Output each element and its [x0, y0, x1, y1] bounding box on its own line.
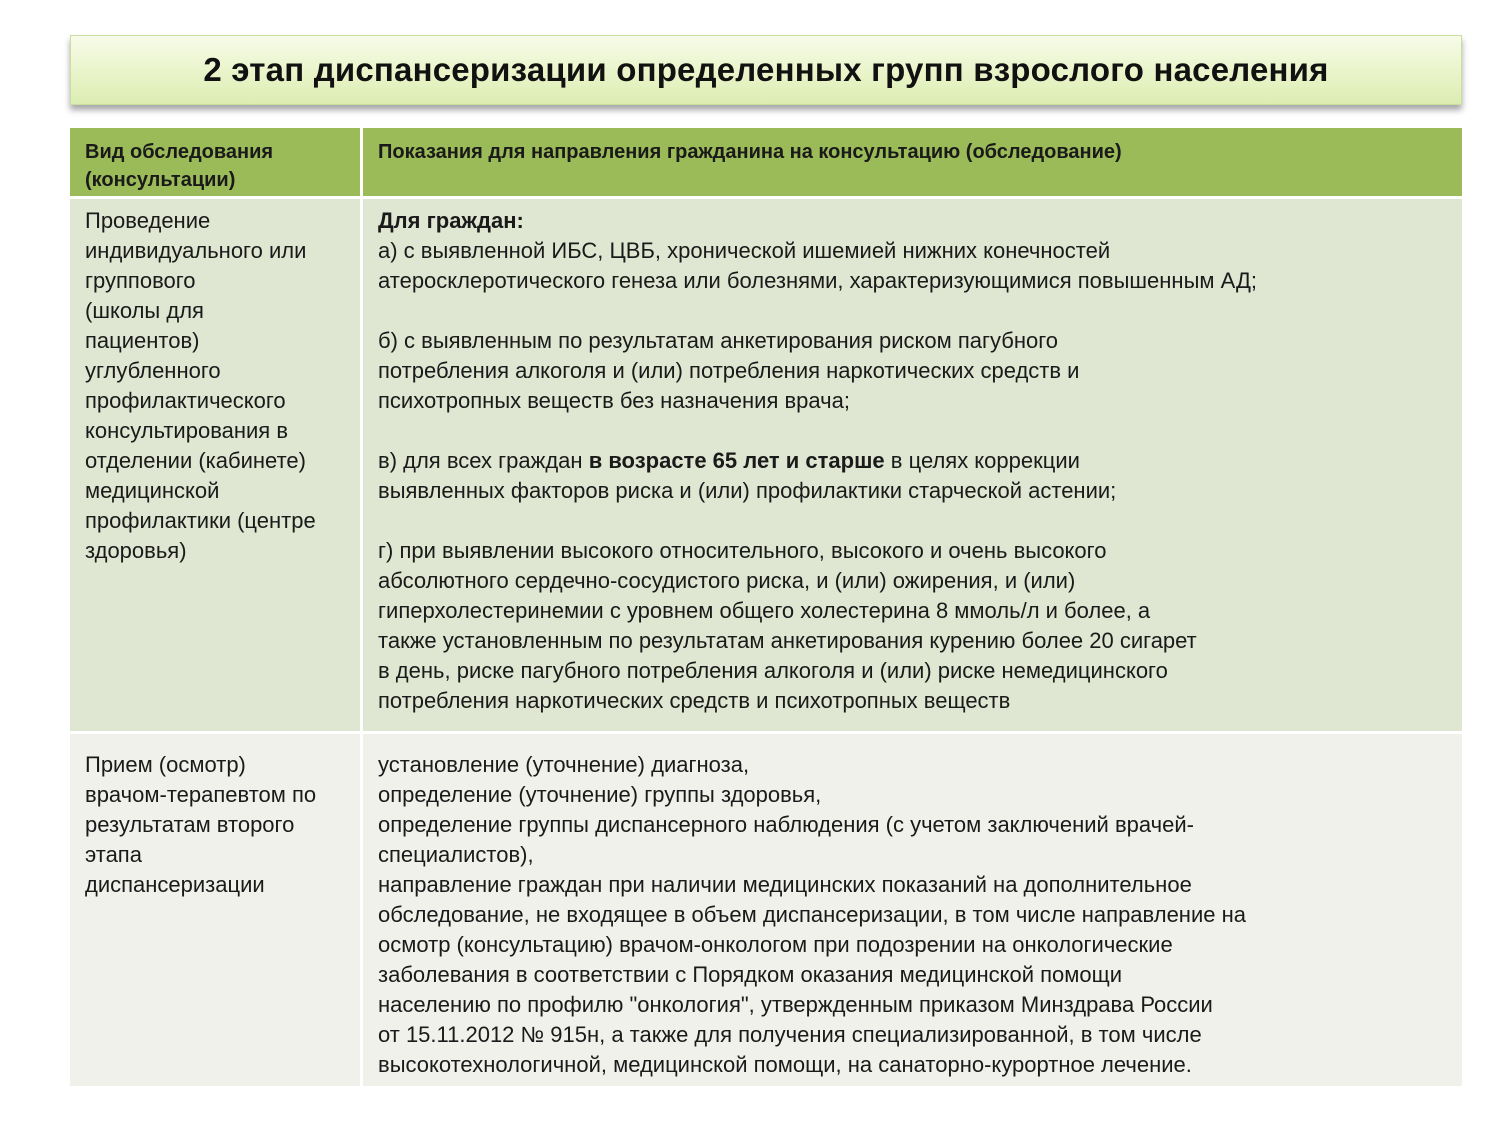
row2-exam-type [70, 734, 360, 1086]
header-exam-type [70, 128, 360, 196]
cell-line: индивидуального или [85, 238, 307, 263]
cell-line: профилактики (центре [85, 508, 316, 533]
row2-indications [363, 734, 1462, 1086]
item-b-line: потребления алкоголя и (или) потребления наркотических средств и [378, 358, 1080, 383]
item-v-bold: в возрасте 65 лет и старше [588, 448, 885, 473]
header-col2-text: Показания для направления гражданина на консультацию (обследование) [378, 141, 1122, 163]
item-g-line: в день, риске пагубного потребления алкоголя и (или) риске немедицинского [378, 658, 1168, 683]
row1-indications [363, 199, 1462, 731]
cell-line: пациентов) [85, 328, 200, 353]
cell-line: Прием (осмотр) [85, 752, 246, 777]
cell-line: высокотехнологичной, медицинской помощи, на санаторно-курортное лечение. [378, 1052, 1192, 1077]
header-col1-line: Вид обследования [85, 141, 274, 163]
item-v-line: выявленных факторов риска и (или) профилактики старческой астении; [378, 478, 1117, 503]
cell-line: осмотр (консультацию) врачом-онкологом при подозрении на онкологические [378, 932, 1173, 957]
citizens-heading-text: Для граждан: [378, 208, 524, 233]
cell-line: заболевания в соответствии с Порядком оказания медицинской помощи [378, 962, 1123, 987]
cell-line: профилактического [85, 388, 286, 413]
cell-line: группового [85, 268, 196, 293]
cell-line: обследование, не входящее в объем диспансеризации, в том числе направление на [378, 902, 1246, 927]
item-g-line: также установленным по результатам анкетирования курению более 20 сигарет [378, 628, 1197, 653]
table-row [70, 199, 1462, 731]
cell-line: специалистов), [378, 842, 534, 867]
item-g-line: абсолютного сердечно-сосудистого риска, и (или) ожирения, и (или) [378, 568, 1076, 593]
table-header-row [70, 128, 1462, 196]
item-a-line: атеросклеротического генеза или болезнями, характеризующимися повышенным АД; [378, 268, 1258, 293]
item-v-line [378, 446, 1456, 476]
cell-line: консультирования в [85, 418, 289, 443]
cell-line: отделении (кабинете) [85, 448, 306, 473]
cell-line: направление граждан при наличии медицинских показаний на дополнительное [378, 872, 1192, 897]
item-v-post: в целях коррекции [884, 448, 1080, 473]
title-banner [70, 35, 1462, 105]
header-col1-line: (консультации) [85, 169, 236, 191]
item-g-line: г) при выявлении высокого относительного, высокого и очень высокого [378, 538, 1107, 563]
item-a-line: а) с выявленной ИБС, ЦВБ, хронической ишемией нижних конечностей [378, 238, 1111, 263]
citizens-heading [378, 206, 1456, 236]
indications-table [70, 128, 1462, 1086]
cell-line: определение группы диспансерного наблюдения (с учетом заключений врачей- [378, 812, 1194, 837]
cell-line: установление (уточнение) диагноза, [378, 752, 750, 777]
page-title: 2 этап диспансеризации определенных групп взрослого населения [203, 51, 1329, 88]
cell-line: здоровья) [85, 538, 187, 563]
cell-line: врачом-терапевтом по [85, 782, 317, 807]
row1-exam-type [70, 199, 360, 731]
item-b-line: психотропных веществ без назначения врача; [378, 388, 850, 413]
cell-line: от 15.11.2012 № 915н, а также для получения специализированной, в том числе [378, 1022, 1202, 1047]
cell-line: медицинской [85, 478, 220, 503]
item-g-line: гиперхолестеринемии с уровнем общего холестерина 8 ммоль/л и более, а [378, 598, 1151, 623]
cell-line: углубленного [85, 358, 221, 383]
table-row [70, 734, 1462, 1086]
cell-line: Проведение [85, 208, 211, 233]
cell-line: (школы для [85, 298, 204, 323]
cell-line: определение (уточнение) группы здоровья, [378, 782, 822, 807]
item-b-line: б) с выявленным по результатам анкетирования риском пагубного [378, 328, 1059, 353]
item-g-line: потребления наркотических средств и психотропных веществ [378, 688, 1011, 713]
cell-line: диспансеризации [85, 872, 265, 897]
header-indications [363, 128, 1462, 196]
cell-line: результатам второго [85, 812, 295, 837]
cell-line: этапа [85, 842, 142, 867]
item-v-pre: в) для всех граждан [378, 448, 589, 473]
cell-line: населению по профилю "онкология", утвержденным приказом Минздрава России [378, 992, 1213, 1017]
